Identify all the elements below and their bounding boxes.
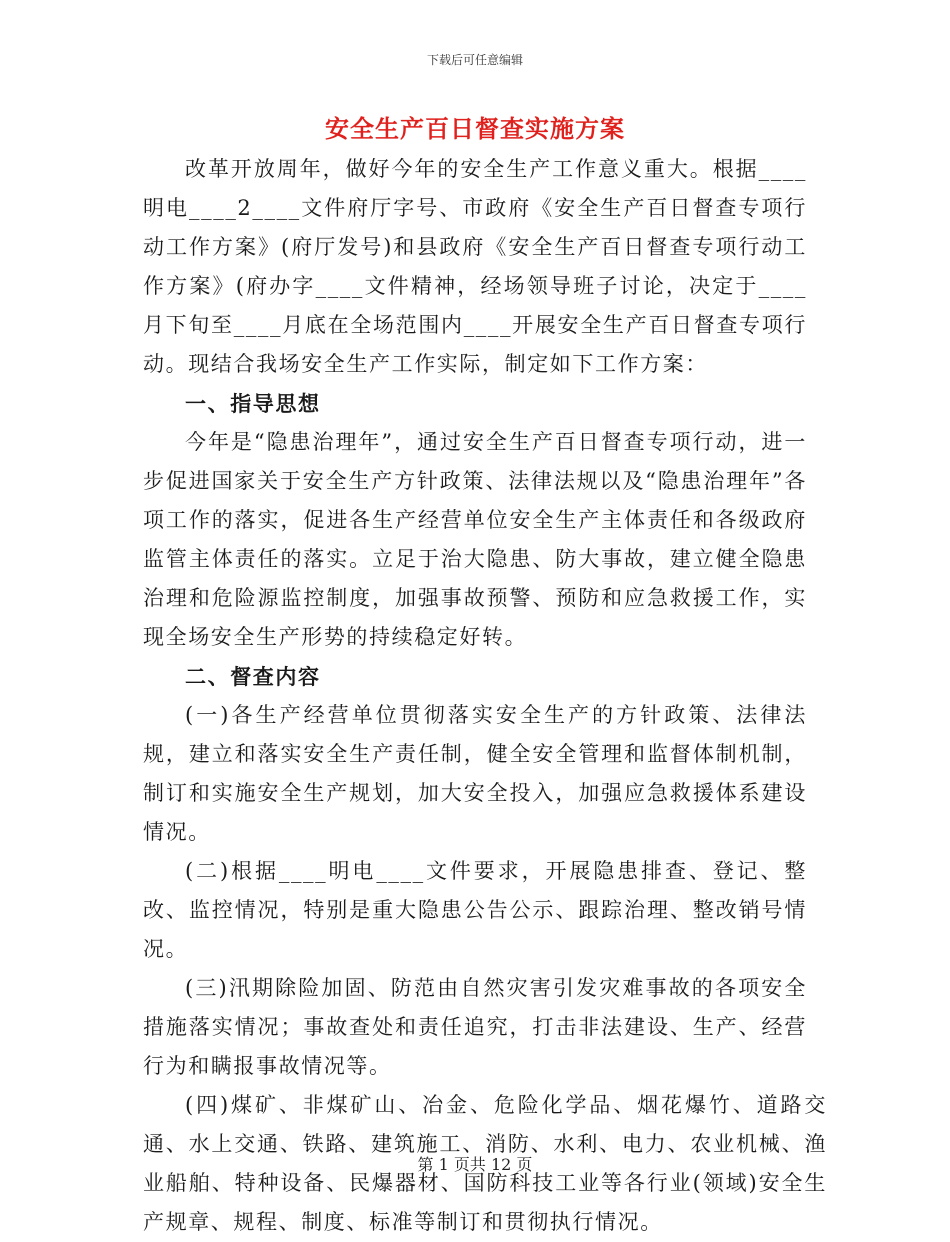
section-heading-inspection-content: 二、督查内容 bbox=[185, 664, 321, 689]
page-header-note: 下载后可任意编辑 bbox=[426, 53, 523, 67]
intro-paragraph: 改革开放周年，做好今年的安全生产工作意义重大。根据____明电____2____文件府厅字号、市政府《安全生产百日督查专项行动工作方案》(府厅发号)和县政府《安全生产百日督查专项行动工作方案》(府办字____文件精神，经场领导班子讨论，决定于____月下旬至____月底在全场范围内____开展安全生产百日督查专项行动。现结合我场安全生产工作实际，制定如下工作方案： bbox=[143, 157, 807, 376]
document-body bbox=[143, 150, 827, 1242]
inspection-item-2: (二)根据____明电____文件要求，开展隐患排查、登记、整改、监控情况，特别是重大隐患公告公示、跟踪治理、整改销号情况。 bbox=[143, 859, 807, 961]
guiding-ideology-paragraph: 今年是“隐患治理年”，通过安全生产百日督查专项行动，进一步促进国家关于安全生产方针政策、法律法规以及“隐患治理年”各项工作的落实，促进各生产经营单位安全生产主体责任和各级政府监管主体责任的落实。立足于治大隐患、防大事故，建立健全隐患治理和危险源监控制度，加强事故预警、预防和应急救援工作，实现全场安全生产形势的持续稳定好转。 bbox=[143, 430, 807, 649]
inspection-item-1: (一)各生产经营单位贯彻落实安全生产的方针政策、法律法规，建立和落实安全生产责任制，健全安全管理和监督体制机制，制订和实施安全生产规划，加大安全投入，加强应急救援体系建设情况。 bbox=[143, 703, 807, 844]
section-heading-guiding-ideology: 一、指导思想 bbox=[185, 391, 321, 416]
document-title: 安全生产百日督查实施方案 bbox=[325, 114, 625, 143]
inspection-item-4: (四)煤矿、非煤矿山、冶金、危险化学品、烟花爆竹、道路交通、水上交通、铁路、建筑施工、消防、水利、电力、农业机械、渔业船舶、特种设备、民爆器材、国防科技工业等各行业(领域)安全生产规章、规程、制度、标准等制订和贯彻执行情况。 bbox=[143, 1093, 827, 1234]
page-number-footer: 第 1 页共 12 页 bbox=[417, 1155, 533, 1174]
inspection-item-3: (三)汛期除险加固、防范由自然灾害引发灾难事故的各项安全措施落实情况；事故查处和责任追究，打击非法建设、生产、经营行为和瞒报事故情况等。 bbox=[143, 976, 807, 1078]
